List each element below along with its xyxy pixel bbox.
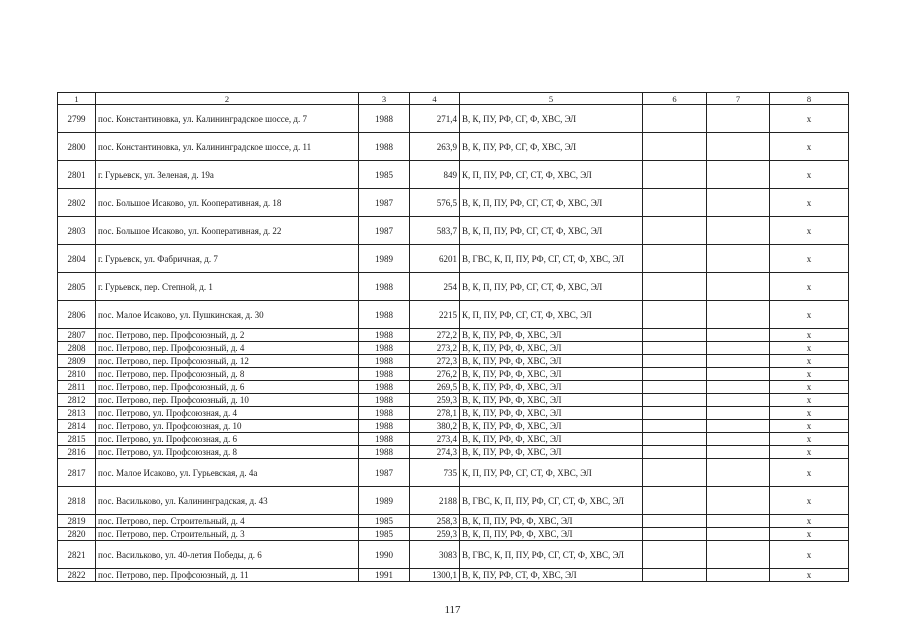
column-8-cell: х (770, 342, 849, 355)
table-row (58, 420, 849, 433)
table-row (58, 133, 849, 161)
address-cell: пос. Петрово, пер. Профсоюзный, д. 4 (96, 342, 359, 355)
table-row (58, 515, 849, 528)
year-cell: 1988 (359, 433, 410, 446)
table-row (58, 446, 849, 459)
services-cell: В, К, ПУ, РФ, Ф, ХВС, ЭЛ (460, 342, 643, 355)
year-cell: 1988 (359, 301, 410, 329)
services-cell: В, К, ПУ, РФ, Ф, ХВС, ЭЛ (460, 394, 643, 407)
year-cell: 1988 (359, 407, 410, 420)
column-7-cell (707, 217, 770, 245)
column-7-cell (707, 407, 770, 420)
column-7-cell (707, 515, 770, 528)
row-number: 2815 (58, 433, 96, 446)
column-8-cell: х (770, 273, 849, 301)
row-number: 2799 (58, 105, 96, 133)
table-row (58, 459, 849, 487)
housing-register-table (57, 92, 849, 582)
services-cell: В, К, ПУ, РФ, СГ, Ф, ХВС, ЭЛ (460, 105, 643, 133)
column-6-cell (643, 528, 707, 541)
address-cell: пос. Большое Исаково, ул. Кооперативная, д. 18 (96, 189, 359, 217)
year-cell: 1985 (359, 515, 410, 528)
address-cell: пос. Константиновка, ул. Калининградское шоссе, д. 11 (96, 133, 359, 161)
address-cell: пос. Петрово, ул. Профсоюзная, д. 10 (96, 420, 359, 433)
column-7-cell (707, 301, 770, 329)
area-cell: 2215 (410, 301, 460, 329)
year-cell: 1989 (359, 487, 410, 515)
area-cell: 259,3 (410, 394, 460, 407)
table-row (58, 105, 849, 133)
column-7-cell (707, 368, 770, 381)
column-8-cell: х (770, 217, 849, 245)
column-8-cell: х (770, 105, 849, 133)
column-8-cell: х (770, 528, 849, 541)
column-8-cell: х (770, 433, 849, 446)
address-cell: пос. Петрово, пер. Профсоюзный, д. 11 (96, 569, 359, 582)
column-8-cell: х (770, 329, 849, 342)
table-row (58, 355, 849, 368)
year-cell: 1987 (359, 459, 410, 487)
services-cell: В, К, ПУ, РФ, Ф, ХВС, ЭЛ (460, 329, 643, 342)
column-6-cell (643, 459, 707, 487)
area-cell: 271,4 (410, 105, 460, 133)
year-cell: 1988 (359, 446, 410, 459)
column-7-cell (707, 381, 770, 394)
row-number: 2804 (58, 245, 96, 273)
table-row (58, 342, 849, 355)
column-7-cell (707, 420, 770, 433)
address-cell: пос. Петрово, ул. Профсоюзная, д. 6 (96, 433, 359, 446)
area-cell: 6201 (410, 245, 460, 273)
address-cell: пос. Петрово, пер. Профсоюзный, д. 6 (96, 381, 359, 394)
column-6-cell (643, 407, 707, 420)
table-row (58, 433, 849, 446)
column-6-cell (643, 541, 707, 569)
area-cell: 273,4 (410, 433, 460, 446)
column-7-cell (707, 569, 770, 582)
table-row (58, 541, 849, 569)
column-8-cell: х (770, 133, 849, 161)
area-cell: 274,3 (410, 446, 460, 459)
services-cell: В, К, ПУ, РФ, Ф, ХВС, ЭЛ (460, 433, 643, 446)
row-number: 2803 (58, 217, 96, 245)
services-cell: В, ГВС, К, П, ПУ, РФ, СГ, СТ, Ф, ХВС, ЭЛ (460, 487, 643, 515)
column-6-cell (643, 515, 707, 528)
address-cell: пос. Малое Исаково, ул. Гурьевская, д. 4а (96, 459, 359, 487)
column-header: 3 (359, 93, 410, 105)
services-cell: К, П, ПУ, РФ, СГ, СТ, Ф, ХВС, ЭЛ (460, 459, 643, 487)
table-row (58, 161, 849, 189)
column-8-cell: х (770, 420, 849, 433)
column-7-cell (707, 273, 770, 301)
area-cell: 272,3 (410, 355, 460, 368)
column-6-cell (643, 569, 707, 582)
column-header: 1 (58, 93, 96, 105)
header-row (58, 93, 849, 105)
services-cell: В, К, П, ПУ, РФ, Ф, ХВС, ЭЛ (460, 528, 643, 541)
services-cell: В, К, ПУ, РФ, СГ, Ф, ХВС, ЭЛ (460, 133, 643, 161)
column-6-cell (643, 329, 707, 342)
services-cell: В, К, П, ПУ, РФ, СГ, СТ, Ф, ХВС, ЭЛ (460, 189, 643, 217)
column-6-cell (643, 433, 707, 446)
column-header: 8 (770, 93, 849, 105)
year-cell: 1988 (359, 381, 410, 394)
row-number: 2814 (58, 420, 96, 433)
row-number: 2800 (58, 133, 96, 161)
column-header: 7 (707, 93, 770, 105)
area-cell: 576,5 (410, 189, 460, 217)
column-6-cell (643, 161, 707, 189)
table-row (58, 407, 849, 420)
column-6-cell (643, 105, 707, 133)
year-cell: 1985 (359, 161, 410, 189)
column-8-cell: х (770, 381, 849, 394)
year-cell: 1988 (359, 105, 410, 133)
row-number: 2820 (58, 528, 96, 541)
column-8-cell: х (770, 394, 849, 407)
row-number: 2813 (58, 407, 96, 420)
area-cell: 278,1 (410, 407, 460, 420)
area-cell: 583,7 (410, 217, 460, 245)
row-number: 2801 (58, 161, 96, 189)
address-cell: пос. Большое Исаково, ул. Кооперативная, д. 22 (96, 217, 359, 245)
column-8-cell: х (770, 487, 849, 515)
column-8-cell: х (770, 569, 849, 582)
area-cell: 269,5 (410, 381, 460, 394)
column-6-cell (643, 301, 707, 329)
column-7-cell (707, 355, 770, 368)
column-8-cell: х (770, 301, 849, 329)
services-cell: В, К, П, ПУ, РФ, Ф, ХВС, ЭЛ (460, 515, 643, 528)
column-6-cell (643, 189, 707, 217)
year-cell: 1988 (359, 355, 410, 368)
column-6-cell (643, 446, 707, 459)
address-cell: пос. Константиновка, ул. Калининградское шоссе, д. 7 (96, 105, 359, 133)
row-number: 2816 (58, 446, 96, 459)
services-cell: В, К, ПУ, РФ, Ф, ХВС, ЭЛ (460, 355, 643, 368)
column-8-cell: х (770, 407, 849, 420)
table-row (58, 528, 849, 541)
column-6-cell (643, 381, 707, 394)
column-7-cell (707, 329, 770, 342)
address-cell: пос. Васильково, ул. 40-летия Победы, д. 6 (96, 541, 359, 569)
column-8-cell: х (770, 541, 849, 569)
year-cell: 1989 (359, 245, 410, 273)
address-cell: пос. Петрово, пер. Профсоюзный, д. 12 (96, 355, 359, 368)
column-8-cell: х (770, 161, 849, 189)
column-8-cell: х (770, 245, 849, 273)
column-8-cell: х (770, 446, 849, 459)
table-row (58, 217, 849, 245)
row-number: 2822 (58, 569, 96, 582)
row-number: 2821 (58, 541, 96, 569)
column-7-cell (707, 133, 770, 161)
address-cell: г. Гурьевск, ул. Зеленая, д. 19а (96, 161, 359, 189)
column-8-cell: х (770, 368, 849, 381)
row-number: 2805 (58, 273, 96, 301)
year-cell: 1988 (359, 133, 410, 161)
area-cell: 849 (410, 161, 460, 189)
services-cell: К, П, ПУ, РФ, СГ, СТ, Ф, ХВС, ЭЛ (460, 161, 643, 189)
row-number: 2808 (58, 342, 96, 355)
column-7-cell (707, 487, 770, 515)
services-cell: В, ГВС, К, П, ПУ, РФ, СГ, СТ, Ф, ХВС, ЭЛ (460, 245, 643, 273)
page-number: 117 (444, 604, 461, 616)
services-cell: В, К, П, ПУ, РФ, СГ, СТ, Ф, ХВС, ЭЛ (460, 273, 643, 301)
column-6-cell (643, 245, 707, 273)
column-6-cell (643, 355, 707, 368)
table-row (58, 569, 849, 582)
table-row (58, 368, 849, 381)
services-cell: В, К, ПУ, РФ, Ф, ХВС, ЭЛ (460, 420, 643, 433)
area-cell: 735 (410, 459, 460, 487)
row-number: 2817 (58, 459, 96, 487)
column-8-cell: х (770, 355, 849, 368)
area-cell: 3083 (410, 541, 460, 569)
address-cell: пос. Петрово, пер. Строительный, д. 3 (96, 528, 359, 541)
table-row (58, 273, 849, 301)
column-7-cell (707, 394, 770, 407)
row-number: 2807 (58, 329, 96, 342)
column-6-cell (643, 133, 707, 161)
address-cell: г. Гурьевск, ул. Фабричная, д. 7 (96, 245, 359, 273)
table-row (58, 394, 849, 407)
column-7-cell (707, 541, 770, 569)
year-cell: 1988 (359, 420, 410, 433)
area-cell: 258,3 (410, 515, 460, 528)
services-cell: В, К, ПУ, РФ, Ф, ХВС, ЭЛ (460, 381, 643, 394)
row-number: 2802 (58, 189, 96, 217)
address-cell: пос. Васильково, ул. Калининградская, д. 43 (96, 487, 359, 515)
area-cell: 1300,1 (410, 569, 460, 582)
table-row (58, 329, 849, 342)
address-cell: пос. Петрово, ул. Профсоюзная, д. 4 (96, 407, 359, 420)
column-7-cell (707, 342, 770, 355)
address-cell: пос. Петрово, пер. Профсоюзный, д. 2 (96, 329, 359, 342)
table-row (58, 381, 849, 394)
column-6-cell (643, 342, 707, 355)
column-7-cell (707, 459, 770, 487)
year-cell: 1987 (359, 217, 410, 245)
column-7-cell (707, 433, 770, 446)
row-number: 2810 (58, 368, 96, 381)
area-cell: 276,2 (410, 368, 460, 381)
row-number: 2811 (58, 381, 96, 394)
services-cell: В, К, ПУ, РФ, Ф, ХВС, ЭЛ (460, 446, 643, 459)
table-body (58, 105, 849, 582)
column-7-cell (707, 528, 770, 541)
row-number: 2809 (58, 355, 96, 368)
services-cell: В, К, ПУ, РФ, Ф, ХВС, ЭЛ (460, 368, 643, 381)
year-cell: 1988 (359, 342, 410, 355)
column-6-cell (643, 368, 707, 381)
area-cell: 259,3 (410, 528, 460, 541)
column-6-cell (643, 273, 707, 301)
area-cell: 272,2 (410, 329, 460, 342)
column-7-cell (707, 446, 770, 459)
services-cell: В, К, П, ПУ, РФ, СГ, СТ, Ф, ХВС, ЭЛ (460, 217, 643, 245)
column-header: 2 (96, 93, 359, 105)
services-cell: К, П, ПУ, РФ, СГ, СТ, Ф, ХВС, ЭЛ (460, 301, 643, 329)
services-cell: В, К, ПУ, РФ, Ф, ХВС, ЭЛ (460, 407, 643, 420)
column-6-cell (643, 420, 707, 433)
column-7-cell (707, 161, 770, 189)
table-row (58, 487, 849, 515)
column-7-cell (707, 245, 770, 273)
table-row (58, 245, 849, 273)
column-7-cell (707, 189, 770, 217)
address-cell: пос. Петрово, пер. Строительный, д. 4 (96, 515, 359, 528)
column-8-cell: х (770, 189, 849, 217)
area-cell: 254 (410, 273, 460, 301)
row-number: 2806 (58, 301, 96, 329)
row-number: 2812 (58, 394, 96, 407)
year-cell: 1988 (359, 273, 410, 301)
address-cell: г. Гурьевск, пер. Степной, д. 1 (96, 273, 359, 301)
address-cell: пос. Петрово, пер. Профсоюзный, д. 8 (96, 368, 359, 381)
column-6-cell (643, 394, 707, 407)
services-cell: В, К, ПУ, РФ, СТ, Ф, ХВС, ЭЛ (460, 569, 643, 582)
year-cell: 1985 (359, 528, 410, 541)
column-header: 6 (643, 93, 707, 105)
column-8-cell: х (770, 515, 849, 528)
column-header: 5 (460, 93, 643, 105)
area-cell: 2188 (410, 487, 460, 515)
year-cell: 1991 (359, 569, 410, 582)
row-number: 2819 (58, 515, 96, 528)
column-7-cell (707, 105, 770, 133)
address-cell: пос. Малое Исаково, ул. Пушкинская, д. 30 (96, 301, 359, 329)
year-cell: 1987 (359, 189, 410, 217)
year-cell: 1988 (359, 329, 410, 342)
column-6-cell (643, 487, 707, 515)
table-row (58, 301, 849, 329)
year-cell: 1988 (359, 394, 410, 407)
services-cell: В, ГВС, К, П, ПУ, РФ, СГ, СТ, Ф, ХВС, ЭЛ (460, 541, 643, 569)
year-cell: 1990 (359, 541, 410, 569)
area-cell: 273,2 (410, 342, 460, 355)
year-cell: 1988 (359, 368, 410, 381)
column-6-cell (643, 217, 707, 245)
column-8-cell: х (770, 459, 849, 487)
area-cell: 380,2 (410, 420, 460, 433)
address-cell: пос. Петрово, пер. Профсоюзный, д. 10 (96, 394, 359, 407)
table-row (58, 189, 849, 217)
address-cell: пос. Петрово, ул. Профсоюзная, д. 8 (96, 446, 359, 459)
column-header: 4 (410, 93, 460, 105)
area-cell: 263,9 (410, 133, 460, 161)
row-number: 2818 (58, 487, 96, 515)
